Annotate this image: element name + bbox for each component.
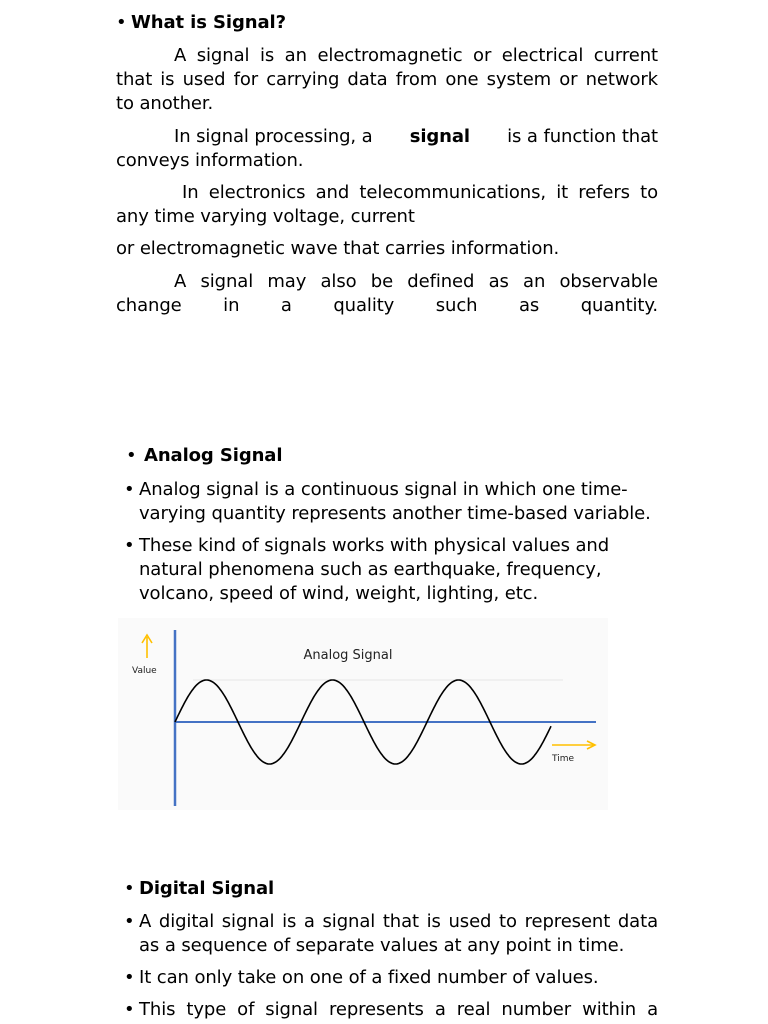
- paragraph-line: A signal is an electromagnetic or electrical current: [174, 45, 658, 66]
- paragraph-line: In electronics and telecommunications, it refers to: [182, 182, 658, 203]
- paragraph-line: [174, 125, 658, 149]
- bullet-marker: •: [124, 535, 135, 556]
- paragraph-line: any time varying voltage, current: [116, 206, 415, 227]
- analog-signal-figure: [118, 618, 608, 810]
- text-run: In signal processing, a: [174, 126, 373, 147]
- bullet-marker: •: [124, 479, 135, 500]
- heading-digital-signal: Digital Signal: [139, 878, 275, 899]
- bullet-marker: •: [124, 967, 135, 988]
- heading-what-is-signal: What is Signal?: [131, 12, 286, 33]
- list-item-line: A digital signal is a signal that is used to represent data: [139, 911, 658, 932]
- list-item-line: Analog signal is a continuous signal in which one time-: [139, 479, 628, 500]
- bullet-marker: •: [124, 878, 135, 899]
- list-item-line: as a sequence of separate values at any point in time.: [139, 935, 625, 956]
- paragraph-line: change in a quality such as quantity.: [116, 295, 658, 316]
- bullet-marker: •: [124, 999, 135, 1020]
- paragraph-line: conveys information.: [116, 150, 304, 171]
- text-run: is a function that: [507, 126, 658, 147]
- paragraph-line: to another.: [116, 93, 214, 114]
- bullet-marker: •: [124, 911, 135, 932]
- bullet-marker: •: [126, 445, 137, 466]
- list-item-line: volcano, speed of wind, weight, lighting, etc.: [139, 583, 539, 604]
- paragraph-line: A signal may also be defined as an observable: [174, 271, 658, 292]
- emphasis-signal: signal: [409, 126, 471, 147]
- heading-analog-signal: Analog Signal: [144, 445, 283, 466]
- figure-background: [118, 618, 608, 810]
- list-item-line: natural phenomena such as earthquake, frequency,: [139, 559, 602, 580]
- list-item-line: This type of signal represents a real number within a: [139, 999, 658, 1020]
- list-item-line: varying quantity represents another time-based variable.: [139, 503, 651, 524]
- bullet-marker: •: [116, 12, 127, 33]
- paragraph-line: that is used for carrying data from one system or network: [116, 69, 658, 90]
- paragraph-line: or electromagnetic wave that carries information.: [116, 238, 560, 259]
- list-item-line: These kind of signals works with physical values and: [139, 535, 610, 556]
- list-item-line: It can only take on one of a fixed number of values.: [139, 967, 599, 988]
- y-axis-label: Value: [132, 666, 157, 676]
- figure-title: Analog Signal: [303, 648, 393, 663]
- x-axis-label: Time: [552, 754, 575, 764]
